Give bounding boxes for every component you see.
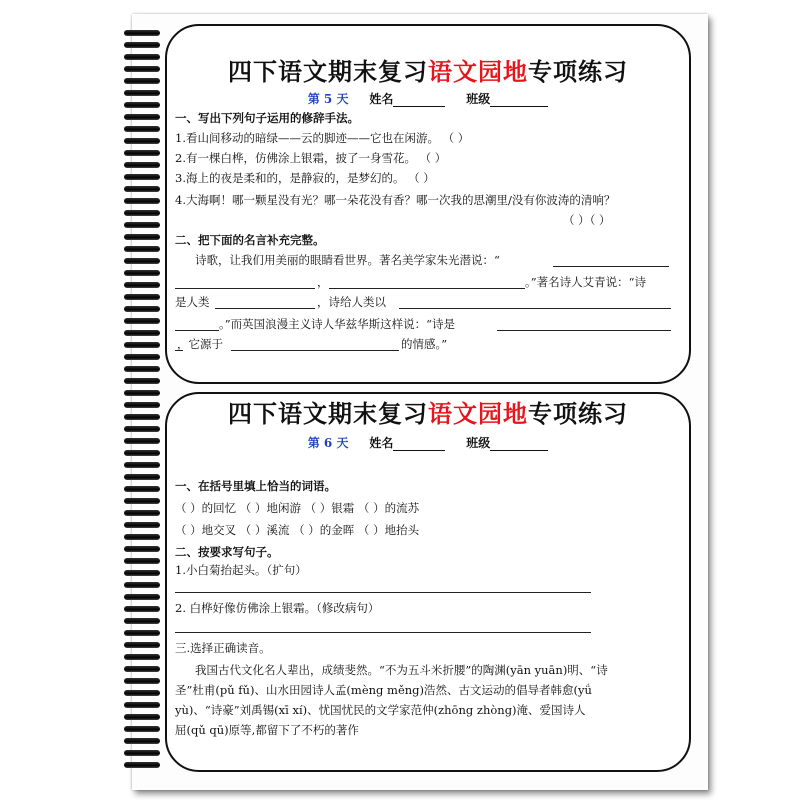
spiral-coil [124,150,160,156]
spiral-coil [124,498,160,504]
quote-text: 诗歌，让我们用美丽的眼睛看世界。著名美学家朱光潜说：“ [195,253,500,267]
spiral-coil [124,186,160,192]
quote-text: 的情感。” [401,337,448,351]
answer-line[interactable] [175,592,591,593]
paragraph-text: yù)、“诗豪”刘禹锡(xī xí)、忧国忧民的文学家范仲(zhōng zhòng)淹、爱国诗人 [175,703,586,717]
spiral-coil [124,330,160,336]
name-field[interactable] [393,94,445,107]
spiral-coil [124,582,160,588]
paragraph-text: 屈(qǔ qū)原等,都留下了不朽的著作 [175,723,359,737]
spiral-coil [124,198,160,204]
spiral-coil [124,126,160,132]
section-heading: 三.选择正确读音。 [175,641,271,655]
spiral-coil [124,642,160,648]
quote-text: ，它源于 [177,337,223,351]
day-label: 第 5 天 [307,92,349,106]
spiral-coil [124,294,160,300]
spiral-coil [124,726,160,732]
fill-in-row: （ ）的回忆 （ ）地闲游 （ ）银霜 （ ）的流苏 [175,501,420,515]
worksheet-day5 [165,24,691,384]
spiral-coil [124,174,160,180]
spiral-coil [124,354,160,360]
spiral-coil [124,102,160,108]
spiral-coil [124,282,160,288]
answer-line[interactable] [175,288,315,289]
spiral-coil [124,762,160,768]
day-label: 第 6 天 [307,436,349,450]
class-label: 班级 [466,92,491,106]
answer-line[interactable] [231,350,399,351]
spiral-coil [124,258,160,264]
student-info [167,90,689,107]
spiral-coil [124,210,160,216]
answer-line[interactable] [553,266,669,267]
spiral-coil [124,114,160,120]
answer-line[interactable] [329,288,525,289]
spiral-coil [124,138,160,144]
spiral-coil [124,438,160,444]
answer-brackets: （ ）（ ） [563,213,611,227]
title-prefix: 四下语文期末复习 [228,399,428,428]
answer-line[interactable] [215,308,315,309]
spiral-coil [124,42,160,48]
paragraph-text: 圣”杜甫(pǔ fǔ)、山水田园诗人孟(mèng měng)浩然、古文运动的倡导者韩愈(yǘ [175,683,592,697]
spiral-coil [124,630,160,636]
title-highlight: 语文园地 [428,57,528,86]
quote-text: ，诗给人类以 [317,295,386,309]
spiral-coil [124,426,160,432]
spiral-coil [124,414,160,420]
spiral-coil [124,402,160,408]
question-text: 2. 白桦好像仿佛涂上银霜。（修改病句） [175,601,380,615]
spiral-coil [124,246,160,252]
answer-line[interactable] [497,330,671,331]
worksheet-title [167,52,689,87]
spiral-coil [124,690,160,696]
question-text: 3.海上的夜是柔和的，是静寂的，是梦幻的。 （ ） [175,171,435,185]
spiral-coil [124,570,160,576]
spiral-coil [124,270,160,276]
class-label: 班级 [466,436,491,450]
spiral-coil [124,618,160,624]
spiral-binding [124,30,164,780]
spiral-coil [124,546,160,552]
spiral-coil [124,702,160,708]
title-suffix: 专项练习 [528,399,628,428]
name-label: 姓名 [369,92,394,106]
spiral-coil [124,390,160,396]
question-text: 2.有一棵白桦，仿佛涂上银霜，披了一身雪花。 （ ） [175,151,447,165]
spiral-coil [124,162,160,168]
answer-line[interactable] [399,308,671,309]
quote-text: 。”著名诗人艾青说：“诗 [525,275,647,289]
answer-line[interactable] [175,330,219,331]
spiral-coil [124,534,160,540]
title-suffix: 专项练习 [528,57,628,86]
spiral-coil [124,678,160,684]
spiral-coil [124,486,160,492]
spiral-coil [124,66,160,72]
spiral-coil [124,714,160,720]
class-field[interactable] [490,94,548,107]
spiral-coil [124,318,160,324]
title-highlight: 语文园地 [428,399,528,428]
name-field[interactable] [393,438,445,451]
spiral-coil [124,450,160,456]
spiral-coil [124,78,160,84]
spiral-coil [124,54,160,60]
section-heading: 二、把下面的名言补充完整。 [175,233,325,247]
spiral-coil [124,750,160,756]
spiral-coil [124,738,160,744]
spiral-coil [124,594,160,600]
spiral-coil [124,510,160,516]
question-text: 1.看山间移动的暗绿——云的脚迹——它也在闲游。 （ ） [175,131,470,145]
spiral-coil [124,366,160,372]
spiral-coil [124,342,160,348]
worksheet-day6 [165,392,691,772]
spiral-coil [124,234,160,240]
class-field[interactable] [490,438,548,451]
answer-line[interactable] [175,632,591,633]
fill-in-row: （ ）地交叉 （ ）溪流 （ ）的金晖 （ ）地抬头 [175,523,420,537]
spiral-coil [124,558,160,564]
student-info [167,434,689,451]
quote-text: ， [317,275,329,289]
spiral-coil [124,462,160,468]
spiral-coil [124,30,160,36]
name-label: 姓名 [369,436,394,450]
spiral-coil [124,654,160,660]
worksheet-title [167,394,689,429]
section-heading: 一、写出下列句子运用的修辞手法。 [175,111,359,125]
spiral-coil [124,522,160,528]
spiral-coil [124,378,160,384]
spiral-coil [124,606,160,612]
section-heading: 二、按要求写句子。 [175,545,279,559]
spiral-coil [124,90,160,96]
quote-text: 是人类 [175,295,210,309]
question-text: 1.小白菊抬起头。（扩句） [175,563,307,577]
spiral-coil [124,222,160,228]
spiral-coil [124,306,160,312]
spiral-coil [124,474,160,480]
section-heading: 一、在括号里填上恰当的词语。 [175,479,336,493]
title-prefix: 四下语文期末复习 [228,57,428,86]
quote-text: 。”而英国浪漫主义诗人华兹华斯这样说：“诗是 [219,317,456,331]
question-text: 4.大海啊！哪一颗星没有光？哪一朵花没有香？哪一次我的思潮里/没有你波涛的清响？ [175,193,616,207]
paragraph-text: 我国古代文化名人辈出，成绩斐然。“不为五斗米折腰”的陶渊(yān yuān)明、“诗 [195,663,608,677]
spiral-coil [124,666,160,672]
